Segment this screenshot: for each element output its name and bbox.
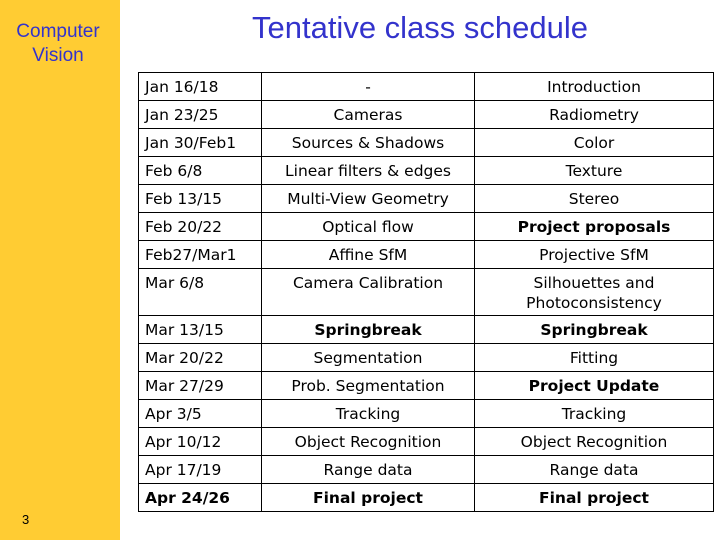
topic-cell-1: Tracking: [262, 400, 475, 428]
logo-line-2: Vision: [32, 45, 84, 66]
topic-cell-1: Range data: [262, 456, 475, 484]
table-row: [139, 316, 714, 344]
table-row: [139, 344, 714, 372]
topic-cell-1: -: [262, 73, 475, 101]
table-row: [139, 157, 714, 185]
topic-cell-1: Optical flow: [262, 213, 475, 241]
topic-cell-2: Range data: [475, 456, 714, 484]
table-row: [139, 269, 714, 316]
topic-cell-1: Linear filters & edges: [262, 157, 475, 185]
topic-cell-2: Project Update: [475, 372, 714, 400]
course-logo: [0, 20, 116, 68]
topic-cell-1: Multi-View Geometry: [262, 185, 475, 213]
topic-cell-2: Introduction: [475, 73, 714, 101]
table-row: [139, 456, 714, 484]
logo-line-1: Computer: [16, 21, 100, 42]
date-cell: Feb 13/15: [139, 185, 262, 213]
date-cell: Apr 3/5: [139, 400, 262, 428]
table-row: [139, 484, 714, 512]
date-cell: Jan 23/25: [139, 101, 262, 129]
topic-cell-2: Stereo: [475, 185, 714, 213]
topic-cell-1: Camera Calibration: [262, 269, 475, 316]
topic-cell-2: Final project: [475, 484, 714, 512]
table-row: [139, 185, 714, 213]
topic-cell-1: Affine SfM: [262, 241, 475, 269]
topic-cell-2: Silhouettes and Photoconsistency: [475, 269, 714, 316]
topic-cell-2: Radiometry: [475, 101, 714, 129]
page-title: Tentative class schedule: [251, 10, 589, 45]
topic-cell-1: Object Recognition: [262, 428, 475, 456]
date-cell: Apr 17/19: [139, 456, 262, 484]
topic-cell-1: Prob. Segmentation: [262, 372, 475, 400]
table-row: [139, 400, 714, 428]
topic-cell-1: Sources & Shadows: [262, 129, 475, 157]
table-row: [139, 101, 714, 129]
date-cell: Feb27/Mar1: [139, 241, 262, 269]
table-row: [139, 241, 714, 269]
date-cell: Mar 20/22: [139, 344, 262, 372]
topic-cell-1: Springbreak: [262, 316, 475, 344]
date-cell: Mar 13/15: [139, 316, 262, 344]
schedule-table: [138, 72, 714, 512]
date-cell: Feb 20/22: [139, 213, 262, 241]
date-cell: Jan 30/Feb1: [139, 129, 262, 157]
sidebar: [0, 0, 120, 540]
date-cell: Mar 6/8: [139, 269, 262, 316]
table-row: [139, 372, 714, 400]
date-cell: Feb 6/8: [139, 157, 262, 185]
topic-cell-1: Final project: [262, 484, 475, 512]
page-number: 3: [22, 512, 30, 527]
schedule-body: [139, 73, 714, 512]
topic-cell-2: Fitting: [475, 344, 714, 372]
table-row: [139, 428, 714, 456]
date-cell: Mar 27/29: [139, 372, 262, 400]
table-row: [139, 73, 714, 101]
date-cell: Jan 16/18: [139, 73, 262, 101]
table-row: [139, 129, 714, 157]
topic-cell-2: Project proposals: [475, 213, 714, 241]
topic-cell-2: Object Recognition: [475, 428, 714, 456]
topic-cell-2: Projective SfM: [475, 241, 714, 269]
topic-cell-1: Cameras: [262, 101, 475, 129]
topic-cell-2: Color: [475, 129, 714, 157]
date-cell: Apr 24/26: [139, 484, 262, 512]
topic-cell-1: Segmentation: [262, 344, 475, 372]
topic-cell-2: Springbreak: [475, 316, 714, 344]
topic-cell-2: Tracking: [475, 400, 714, 428]
date-cell: Apr 10/12: [139, 428, 262, 456]
topic-cell-2: Texture: [475, 157, 714, 185]
table-row: [139, 213, 714, 241]
